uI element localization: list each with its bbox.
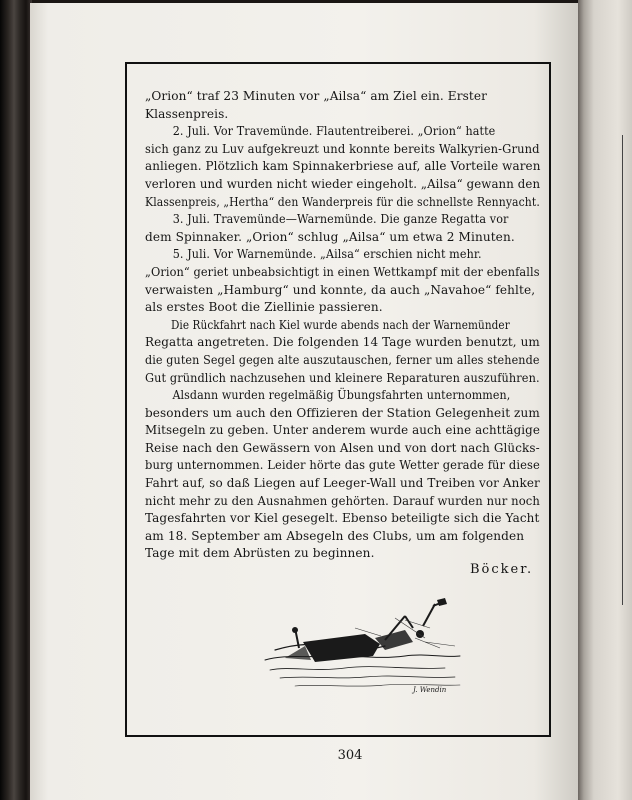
text-line: 3. Juli. Travemünde—Warnemünde. Die ganze Regatta vor bbox=[172, 212, 509, 227]
text-line: 2. Juli. Vor Travemünde. Flautentreiberei. „Orion“ hatte bbox=[172, 124, 496, 139]
text-line: „Orion“ geriet unbeabsichtigt in einen Wettkampf mit der ebenfalls bbox=[145, 264, 540, 279]
author-signature: Böcker. bbox=[470, 562, 534, 577]
text-line: am 18. September am Absegeln des Clubs, um am folgenden bbox=[145, 528, 525, 543]
paragraph bbox=[145, 317, 540, 387]
next-page-frame-line bbox=[622, 135, 623, 605]
text-line: Tage mit dem Abrüsten zu beginnen. bbox=[145, 546, 375, 561]
text-line: burg unternommen. Leider hörte das gute Wetter gerade für diese bbox=[145, 458, 540, 473]
page-number: 304 bbox=[337, 748, 363, 763]
text-line: als erstes Boot die Ziellinie passieren. bbox=[145, 300, 383, 315]
book-binding-edge bbox=[0, 0, 32, 800]
text-line: 5. Juli. Vor Warnemünde. „Ailsa“ erschien nicht mehr. bbox=[172, 247, 482, 262]
text-line: sich ganz zu Luv aufgekreuzt und konnte bereits Walkyrien-Grund bbox=[145, 141, 540, 156]
text-line: „Orion“ traf 23 Minuten vor „Ailsa“ am Ziel ein. Erster bbox=[145, 89, 488, 103]
text-line: Klassenpreis. bbox=[145, 106, 229, 121]
illustration-artist-signature: J. Wendin bbox=[413, 686, 447, 694]
text-line: Mitsegeln zu geben. Unter anderem wurde auch eine achttägige bbox=[145, 423, 540, 438]
paragraph bbox=[145, 123, 540, 211]
shipwreck-illustration bbox=[255, 598, 470, 698]
text-line: Klassenpreis, „Hertha“ den Wanderpreis für die schnellste Rennyacht. bbox=[145, 194, 540, 209]
text-line: anliegen. Plötzlich kam Spinnakerbriese auf, alle Vorteile waren bbox=[145, 159, 541, 174]
paragraph bbox=[145, 211, 540, 246]
paragraph bbox=[145, 387, 540, 563]
text-line: Die Rückfahrt nach Kiel wurde abends nach der Warnemünder bbox=[170, 317, 510, 332]
text-line: Fahrt auf, so daß Liegen auf Leeger-Wall und Treiben vor Anker bbox=[145, 476, 540, 491]
text-line: Tagesfahrten vor Kiel gesegelt. Ebenso beteiligte sich die Yacht bbox=[145, 511, 540, 526]
paragraph bbox=[145, 246, 540, 316]
text-line: verwaisten „Hamburg“ und konnte, da auch „Navahoe“ fehlte, bbox=[145, 282, 536, 297]
text-line: dem Spinnaker. „Orion“ schlug „Ailsa“ um etwa 2 Minuten. bbox=[145, 229, 515, 244]
text-line: Gut gründlich nachzusehen und kleinere Reparaturen auszuführen. bbox=[145, 370, 540, 385]
text-line: die guten Segel gegen alte auszutauschen, ferner um alles stehende bbox=[145, 352, 540, 367]
text-line: verloren und wurden nicht wieder eingeholt. „Ailsa“ gewann den bbox=[145, 176, 541, 191]
body-text bbox=[145, 88, 540, 563]
text-line: Alsdann wurden regelmäßig Übungsfahrten unternommen, bbox=[172, 388, 511, 403]
text-line: Reise nach den Gewässern von Alsen und von dort nach Glücks- bbox=[145, 440, 540, 455]
text-line: nicht mehr zu den Ausnahmen gehörten. Darauf wurden nur noch bbox=[145, 493, 540, 508]
text-line: Regatta angetreten. Die folgenden 14 Tage wurden benutzt, um bbox=[145, 335, 540, 350]
paragraph bbox=[145, 88, 540, 123]
next-page-edge bbox=[578, 0, 632, 800]
text-line: besonders um auch den Offizieren der Station Gelegenheit zum bbox=[145, 405, 540, 420]
